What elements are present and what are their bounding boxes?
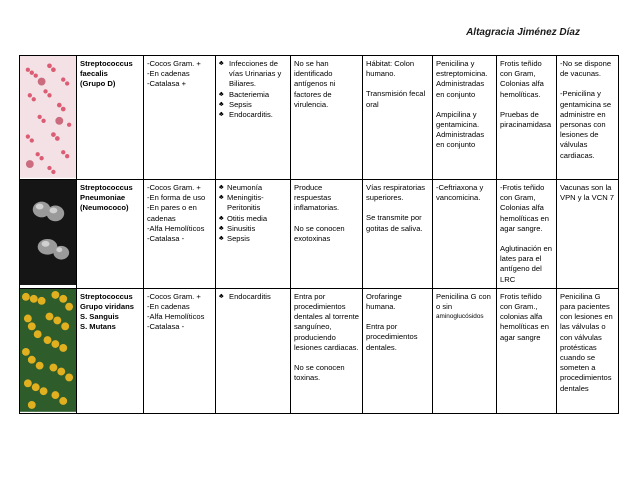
treatment: -Ceftriaxona y vancomicina. [433,180,497,289]
morphology: -Cocos Gram. + -En forma de uso -En pares o en cadenas -Alfa Hemolíticos -Catalasa - [144,180,216,289]
morphology: -Cocos Gram. + -En cadenas -Alfa Hemolíticos -Catalasa - [144,288,216,413]
habitat: Vías respiratorias superiores. Se transmite por gotitas de saliva. [363,180,433,289]
organism-name: Streptococcus faecalis (Grupo D) [77,56,144,180]
treatment: Penicilina G con o sin aminoglucósidos [433,288,497,413]
virulence: Entra por procedimientos dentales al torrente sanguíneo, produciendo lesiones cardiacas. No se conocen toxinas. [291,288,363,413]
infections: ♣ Endocarditis [216,288,291,413]
diagnosis: Frotis teñido con Gram, Colonias alfa hemolíticas. Pruebas de piracinamidasa [497,56,557,180]
habitat: Hábitat: Colon humano. Transmisión fecal oral [363,56,433,180]
prevention: Vacunas son la VPN y la VCN 7 [557,180,619,289]
prevention: -No se dispone de vacunas. -Penicilina y gentamicina se administre en personas con lesiones de válvulas cardiacas. [557,56,619,180]
table-row [20,288,619,413]
habitat: Orofaringe humana. Entra por procedimientos dentales. [363,288,433,413]
virulence: Produce respuestas inflamatorias. No se conocen exotoxinas [291,180,363,289]
treatment: Penicilina y estreptomicina. Administradas en conjunto Ampicilina y gentamicina. Administradas en conjunto [433,56,497,180]
infections: ♣ Neumonía ♣ Meningitis- Peritonitis ♣ Otitis media ♣ Sinusitis ♣ Sepsis [216,180,291,289]
micrograph-faecalis [20,56,77,180]
diagnosis: -Frotis teñido con Gram, Colonias alfa hemolíticas en agar sangre. Aglutinación en lates para el antígeno del LRC [497,180,557,289]
micrograph-pneumoniae [20,180,77,289]
table-row [20,56,619,180]
organism-name: Streptococcus Grupo viridans S. Sanguis S. Mutans [77,288,144,413]
organism-name: Streptococcus Pneumoniae (Neumococo) [77,180,144,289]
micrograph-viridans [20,288,77,413]
bacteria-table [19,55,619,414]
author-name: Altagracia Jiménez Díaz [466,27,580,38]
infections: ♣ Infecciones de vías Urinarias y Biliares. ♣ Bacteriemia ♣ Sepsis ♣ Endocarditis. [216,56,291,180]
virulence: No se han identificado antígenos ni factores de virulencia. [291,56,363,180]
diagnosis: Frotis teñido con Gram., colonias alfa hemolíticas en agar sangre [497,288,557,413]
prevention: Penicilina G para pacientes con lesiones en las válvulas o con válvulas protésticas cuando se someten a procedimientos dentales [557,288,619,413]
table-row [20,180,619,289]
morphology: -Cocos Gram. + -En cadenas -Catalasa + [144,56,216,180]
